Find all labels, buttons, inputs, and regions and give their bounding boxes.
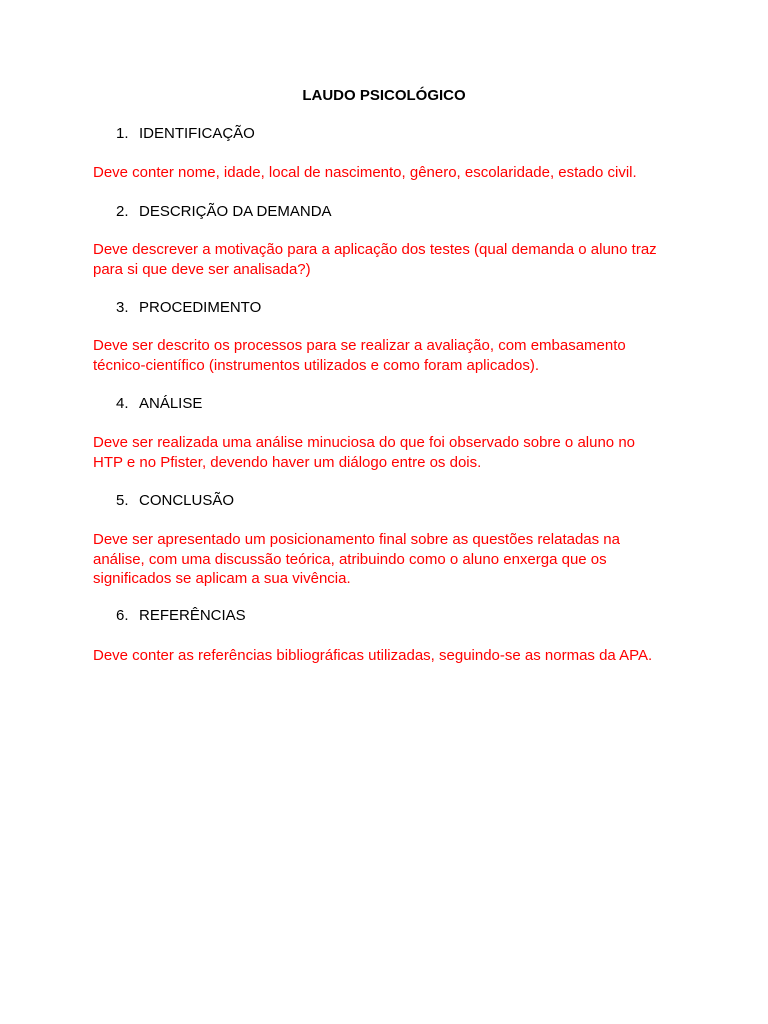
- section-heading-label: PROCEDIMENTO: [139, 299, 262, 316]
- body-line: HTP e no Pfister, devendo haver um diálogo entre os dois.: [93, 453, 482, 471]
- section-heading-label: REFERÊNCIAS: [139, 607, 246, 624]
- section-body-identificacao: [93, 163, 693, 183]
- section-heading-label: CONCLUSÃO: [139, 492, 235, 509]
- section-body-descricao-da-demanda: [93, 240, 693, 279]
- section-body-conclusao: [93, 530, 693, 589]
- section-heading-procedimento: [116, 298, 261, 318]
- section-number: 6.: [116, 607, 129, 624]
- section-heading-identificacao: [116, 124, 255, 144]
- body-line: Deve conter as referências bibliográficas utilizadas, seguindo-se as normas da APA.: [93, 647, 653, 664]
- section-heading-label: DESCRIÇÃO DA DEMANDA: [139, 203, 332, 220]
- document-title: LAUDO PSICOLÓGICO: [302, 87, 466, 104]
- body-line: Deve ser apresentado um posicionamento final sobre as questões relatadas na: [93, 531, 620, 548]
- section-body-analise: [93, 433, 693, 472]
- body-line: para si que deve ser analisada?): [93, 260, 311, 278]
- section-heading-referencias: [116, 606, 246, 626]
- section-number: 4.: [116, 395, 129, 412]
- section-number: 3.: [116, 299, 129, 316]
- section-heading-label: IDENTIFICAÇÃO: [139, 125, 255, 142]
- section-number: 5.: [116, 492, 129, 509]
- body-line: técnico-científico (instrumentos utilizados e como foram aplicados).: [93, 356, 540, 374]
- section-body-referencias: [93, 646, 693, 666]
- body-line: Deve ser realizada uma análise minuciosa do que foi observado sobre o aluno no: [93, 434, 635, 451]
- body-line: análise, com uma discussão teórica, atribuindo como o aluno enxerga que os: [93, 550, 607, 568]
- section-number: 1.: [116, 125, 129, 142]
- section-heading-analise: [116, 394, 202, 414]
- section-body-procedimento: [93, 336, 693, 375]
- body-line: significados se aplicam a sua vivência.: [93, 570, 351, 587]
- section-number: 2.: [116, 203, 129, 220]
- body-line: Deve conter nome, idade, local de nascimento, gênero, escolaridade, estado civil.: [93, 164, 637, 181]
- body-line: Deve descrever a motivação para a aplicação dos testes (qual demanda o aluno traz: [93, 241, 657, 258]
- body-line: Deve ser descrito os processos para se realizar a avaliação, com embasamento: [93, 337, 626, 354]
- section-heading-label: ANÁLISE: [139, 395, 203, 412]
- section-heading-descricao-da-demanda: [116, 202, 332, 222]
- section-heading-conclusao: [116, 491, 234, 511]
